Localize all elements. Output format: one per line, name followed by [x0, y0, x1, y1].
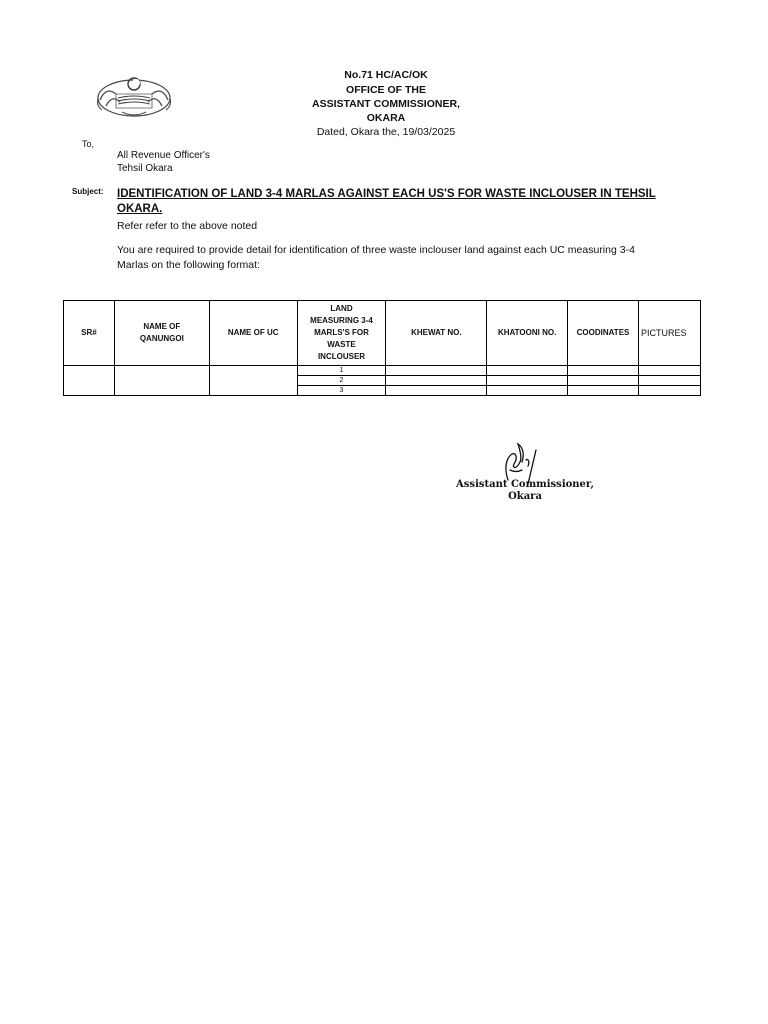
- cell-khatooni: [487, 386, 568, 396]
- recipient-line-1: All Revenue Officer's: [117, 150, 210, 161]
- subject-label: Subject:: [72, 187, 104, 196]
- body-paragraph: You are required to provide detail for identification of three waste inclouser land against each UC measuring 3-4 Marlas on the following format:: [117, 244, 635, 271]
- signatory-line-2: Okara: [508, 491, 542, 502]
- cell-sr: [64, 366, 115, 396]
- cell-coordinates: [568, 376, 639, 386]
- header-qanungoi: NAME OF QANUNGOI: [114, 301, 209, 366]
- cell-khatooni: [487, 376, 568, 386]
- subject-text: IDENTIFICATION OF LAND 3-4 MARLAS AGAINST EACH US'S FOR WASTE INCLOUSER IN TEHSIL OKARA.: [117, 188, 656, 215]
- cell-coordinates: [568, 386, 639, 396]
- cell-land-index: 2: [297, 376, 386, 386]
- cell-khewat: [386, 366, 487, 376]
- to-label: To,: [82, 139, 95, 149]
- letter-date: Dated, Okara the, 19/03/2025: [316, 126, 456, 138]
- header-khewat: KHEWAT NO.: [386, 301, 487, 366]
- office-city: OKARA: [366, 112, 406, 124]
- cell-uc: [209, 366, 297, 396]
- signatory-title: [440, 479, 610, 503]
- signatory-line-1: Assistant Commissioner,: [456, 479, 594, 490]
- cell-qanungoi: [114, 366, 209, 396]
- cell-coordinates: [568, 366, 639, 376]
- refer-line: Refer refer to the above noted: [117, 220, 258, 232]
- header-coordinates: COODINATES: [568, 301, 639, 366]
- cell-khewat: [386, 386, 487, 396]
- header-uc: NAME OF UC: [209, 301, 297, 366]
- cell-land-index: 3: [297, 386, 386, 396]
- header-khatooni: KHATOONI NO.: [487, 301, 568, 366]
- letter-number: No.71 HC/AC/OK: [344, 69, 428, 81]
- cell-pictures: [638, 386, 700, 396]
- format-table: [63, 300, 701, 396]
- table-row: [64, 366, 701, 376]
- cell-khewat: [386, 376, 487, 386]
- cell-pictures: [638, 376, 700, 386]
- cell-land-index: 1: [297, 366, 386, 376]
- table-header-row: [64, 301, 701, 366]
- recipient-line-2: Tehsil Okara: [117, 163, 173, 174]
- header-land: LAND MEASURING 3-4 MARLS'S FOR WASTE INCLOUSER: [297, 301, 386, 366]
- header-sr: SR#: [64, 301, 115, 366]
- header-pictures: PICTURES: [638, 301, 700, 366]
- office-title: ASSISTANT COMMISSIONER,: [312, 98, 460, 110]
- cell-khatooni: [487, 366, 568, 376]
- office-line: OFFICE OF THE: [346, 84, 426, 96]
- cell-pictures: [638, 366, 700, 376]
- government-emblem-icon: [92, 70, 176, 120]
